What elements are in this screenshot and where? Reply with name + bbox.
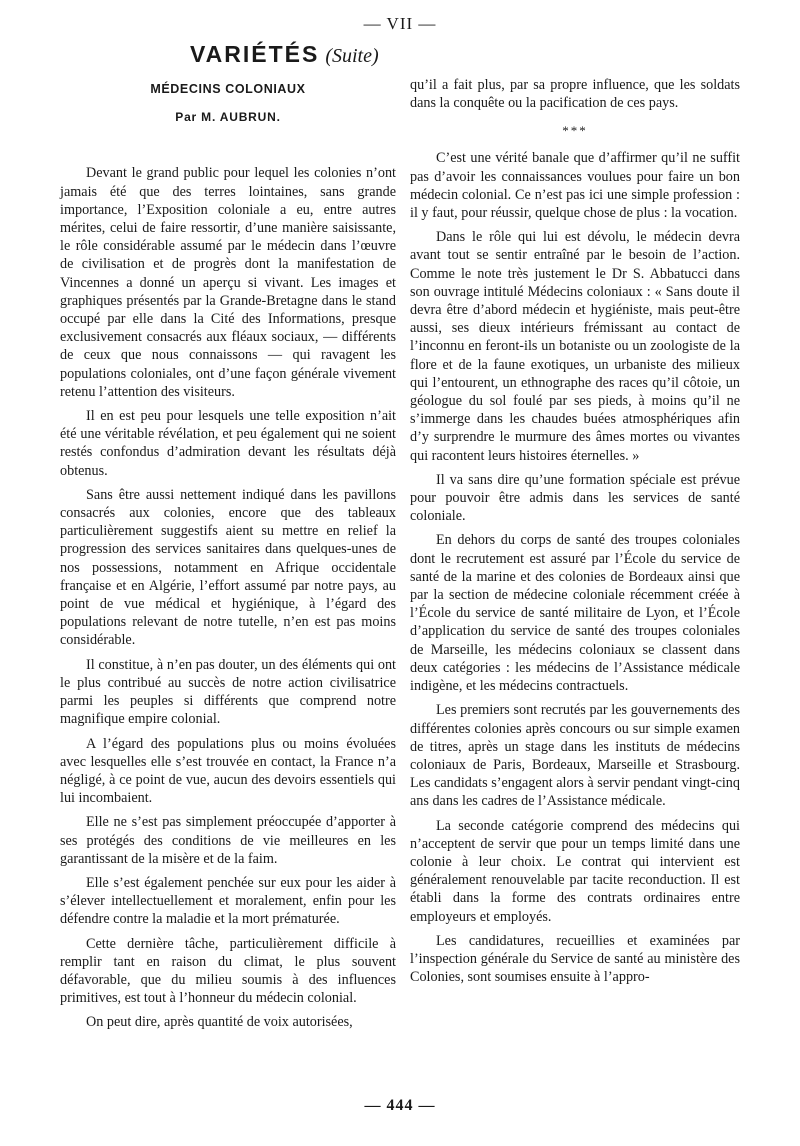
paragraph: Les premiers sont recrutés par les gouvernements des différentes colonies après concours ou sur simple examen de titres, après un stage dans les instituts de médecins coloniaux de Paris, Bordeaux, Marseille et Strasbourg. Les candidats s’engagent alors à servir pendant vingt-cinq ans dans les cadres de l’Assistance médicale. [410, 702, 740, 810]
paragraph: A l’égard des populations plus ou moins évoluées avec lesquelles elle s’est trouvée en contact, la France n’a négligé, à ce point de vue, aucun des devoirs essentiels qui lui incombaient. [60, 735, 396, 807]
paragraph: Il en est peu pour lesquels une telle exposition n’ait été une véritable révélation, et peu également qui ne soient restés confondus d’admiration devant les résultats déjà obtenus. [60, 408, 396, 479]
paragraph: Sans être aussi nettement indiqué dans les pavillons consacrés aux colonies, encore que des tableaux particulièrement suggestifs aient su mettre en relief la progression des services sanitaires dans quelques-unes de nos possessions, notamment en Afrique occidentale française et en Algérie, l’effort assumé par notre pays, au point de vue médical et hygiénique, à l’égard des populations relevant de notre tutelle, n’en est pas moins considérable. [60, 486, 396, 649]
paragraph: Elle s’est également penchée sur eux pour les aider à s’élever intellectuellement et moralement, enfin pour les défendre contre la maladie et la mort prématurée. [60, 874, 396, 928]
left-column [60, 76, 396, 1038]
paragraph: En dehors du corps de santé des troupes coloniales dont le recrutement est assuré par l’École du service de santé de la marine et des colonies de Bordeaux ainsi que par la section de médecine coloniale récemment créée à l’École du service de santé militaire de Lyon, et l’École d’application du service de santé des troupes coloniales de Marseille, les médecins coloniaux se classent dans deux catégories : les médecins de l’Assistance médicale indigène, et les médecins contractuels. [410, 532, 740, 695]
section-title [190, 41, 379, 68]
asterism-separator: *** [562, 123, 588, 139]
roman-folio: — VII — [363, 14, 437, 33]
section-title-text: VARIÉTÉS [190, 41, 320, 67]
paragraph: Il va sans dire qu’une formation spéciale est prévue pour pouvoir être admis dans les services de santé coloniale. [410, 471, 740, 525]
paragraph: Devant le grand public pour lequel les colonies n’ont jamais été que des terres lointaines, sans grande importance, l’Exposition coloniale a eu, entre autres mérites, celui de faire ressortir, d’une manière saisissante, le rôle considérable assumé par le médecin dans l’œuvre de civilisation et de progrès dont la manifestation de Vincennes a donné un aperçu si vivant. Les images et graphiques présentés par la Grande-Bretagne dans le stand occupé par elle dans la Cité des Informations, presque exclusivement consacrés aux fléaux sociaux, — différents de ceux que nous connaissons — qui ravagent les populations coloniales, ont d’une façon générale vivement retenu l’attention des visiteurs. [60, 165, 396, 400]
paragraph: On peut dire, après quantité de voix autorisées, [86, 1014, 353, 1031]
section-title-suffix: (Suite) [325, 45, 379, 67]
paragraph: Dans le rôle qui lui est dévolu, le médecin devra avant tout se sentir entraîné par le besoin de l’action. Comme le note très justement le Dr S. Abbatucci dans son ouvrage intitulé Médecins coloniaux : « Sans doute il devra être d’abord médecin et hygiéniste, mais peut-être aussi, ses dieux intérieurs frémissant au contact de l’inconnu en feront-ils un botaniste ou un zoologiste de la flore et de la faune exotiques, un urbaniste des milieux qui l’entourent, un ethnographe des races qu’il côtoie, un géologue du sol foulé par ses pieds, à moins qu’il ne s’immerge dans les chaudes buées atmosphériques afin d’y surprendre le murmure des âmes mortes ou vivantes qui racontent leurs histoires éternelles. » [410, 229, 740, 464]
paragraph-continuation: qu’il a fait plus, par sa propre influence, que les soldats dans la conquête ou la pacification de ces pays. [410, 77, 740, 112]
article-title: MÉDECINS COLONIAUX [150, 82, 306, 96]
paragraph: Cette dernière tâche, particulièrement difficile à remplir tant en raison du climat, le plus souvent défavorable, que du milieu soumis à des influences primitives, est tout à l’honneur du médecin colonial. [60, 935, 396, 1007]
paragraph: Elle ne s’est pas simplement préoccupée d’apporter à ses protégés des conditions de vie meilleures en les garantissant de la misère et de la faim. [60, 814, 396, 867]
paragraph: Il constitue, à n’en pas douter, un des éléments qui ont le plus contribué au succès de notre action civilisatrice parmi les peuples si différents que comprend notre magnifique empire colonial. [60, 656, 396, 728]
article-byline: Par M. AUBRUN. [175, 110, 281, 125]
page-number: — 444 — [364, 1097, 436, 1114]
paragraph: La seconde catégorie comprend des médecins qui n’acceptent de servir que pour un temps limité dans une colonie à leur choix. Le contrat qui intervient est généralement renouvelable par tacite reconduction. Il est établi dans la forme des contrats ordinaires entre employeurs et employés. [410, 817, 740, 925]
paragraph: Les candidatures, recueillies et examinées par l’inspection générale du Service de santé au ministère des Colonies, sont soumises ensuite à l’appro- [410, 932, 740, 986]
paragraph: C’est une vérité banale que d’affirmer qu’il ne suffit pas d’avoir les connaissances voulues pour faire un bon médecin colonial. Ce n’est pas ici une simple profession : il y faut, pour réussir, quelque chose de plus : la vocation. [410, 150, 740, 222]
right-column [410, 76, 740, 992]
